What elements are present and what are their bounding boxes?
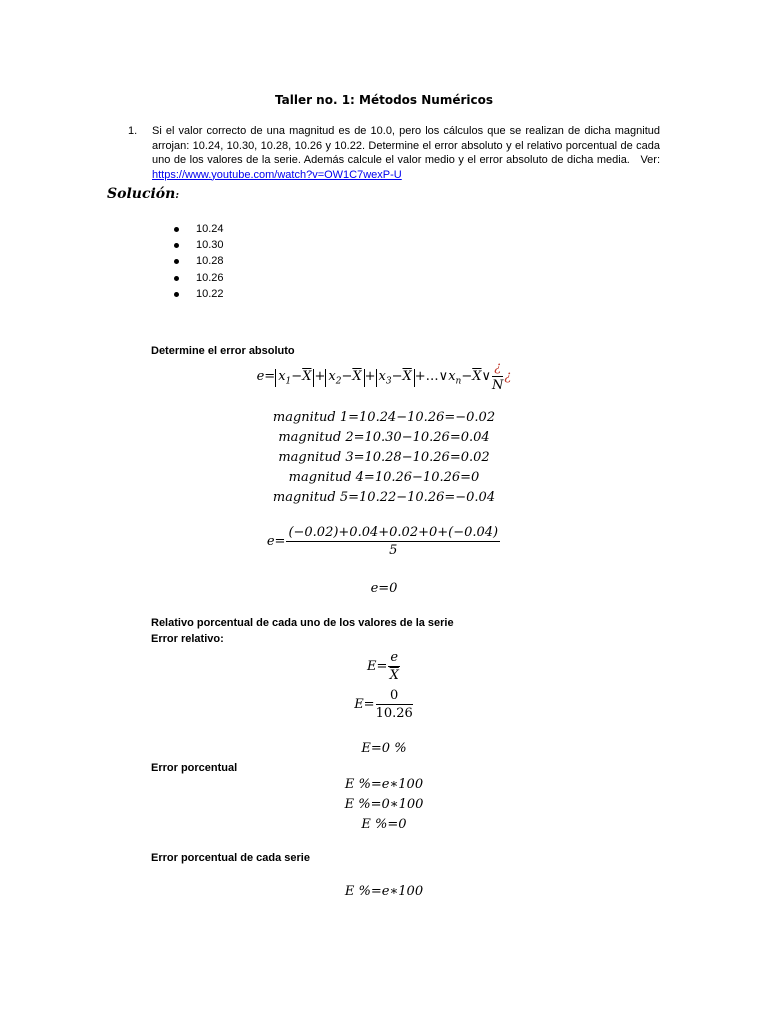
porcentual-line-2: E %=0∗100 <box>344 797 424 812</box>
problem-text: Si el valor correcto de una magnitud es de 10.0, pero los cálculos que se realizan de dicha magnitud arrojan: 10.24, 10.30, 10.28, 10.26 y 10.22. Determine el error absoluto y el relativo porcentual de cada uno de los valores de la serie. Además calcule el valor medio y el error absoluto de dicha media. <box>152 125 660 166</box>
solution-heading <box>107 186 179 202</box>
list-item: 10.28 <box>174 253 224 269</box>
list-item: 10.26 <box>174 270 224 286</box>
problem-number: 1. <box>128 125 138 137</box>
problem-statement <box>152 124 660 182</box>
list-item: 10.24 <box>174 221 224 237</box>
solution-label: Solución <box>107 186 176 202</box>
ver-label: Ver: <box>640 154 661 166</box>
porcentual-serie-line: E %=e∗100 <box>344 884 424 899</box>
document-title: Taller no. 1: Métodos Numéricos <box>274 93 494 107</box>
heading-relativo-porcentual: Relativo porcentual de cada uno de los valores de la serie <box>151 617 454 629</box>
list-item: 10.22 <box>174 286 224 302</box>
porcentual-line-3: E %=0 <box>361 817 407 832</box>
heading-error-relativo: Error relativo: <box>151 633 224 645</box>
formula-sum-errors: e= $\frac{(-0.02)+0.04+0.02+0+(-0.04)}{5}$ <box>266 525 499 558</box>
formula-error-relativo: E= $\frac{e}{X}$ <box>366 650 399 683</box>
list-item: 10.30 <box>174 237 224 253</box>
formula-error-relativo-valor: E= $\frac{0}{10.26}$ <box>354 688 413 721</box>
result-error-absoluto: e=0 <box>370 581 398 596</box>
magnitud-5: magnitud 5=10.22−10.26=−0.04 <box>272 490 496 505</box>
values-list <box>174 221 224 302</box>
formula-error-absoluto: $e= x_1-\overline{X} + x_2-\overline{X} + x_3-\overline{X}$ $+\dots\vee x_n-\overline{X}\vee$ $\frac{¿}{N}$ ¿ <box>256 360 512 393</box>
heading-error-porcentual-serie: Error porcentual de cada serie <box>151 852 310 864</box>
heading-error-porcentual: Error porcentual <box>151 762 238 774</box>
youtube-link[interactable]: https://www.youtube.com/watch?v=OW1C7wexP-U <box>152 168 402 181</box>
magnitud-4: magnitud 4=10.26−10.26=0 <box>288 470 480 485</box>
result-error-relativo: E=0 % <box>361 741 407 756</box>
porcentual-line-1: E %=e∗100 <box>344 777 424 792</box>
magnitud-2: magnitud 2=10.30−10.26=0.04 <box>278 430 490 445</box>
heading-error-absoluto: Determine el error absoluto <box>151 345 295 357</box>
magnitud-1: magnitud 1=10.24−10.26=−0.02 <box>272 410 496 425</box>
solution-colon: : <box>175 190 180 201</box>
magnitud-3: magnitud 3=10.28−10.26=0.02 <box>278 450 490 465</box>
